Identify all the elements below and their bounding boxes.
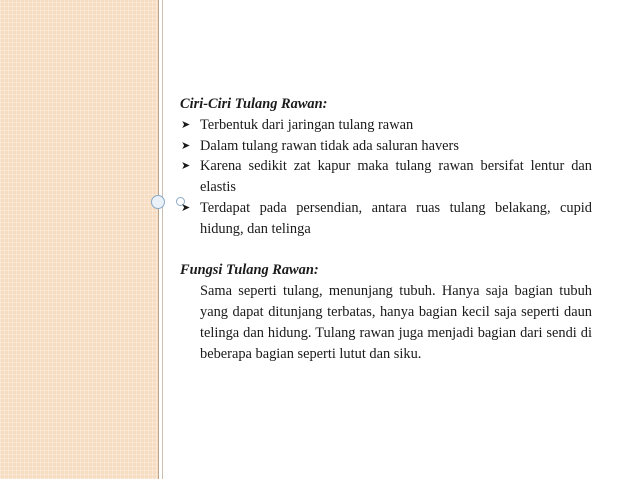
list-item-text: Terbentuk dari jaringan tulang rawan	[200, 116, 414, 133]
section-title-function: Fungsi Tulang Rawan:	[180, 262, 319, 279]
list-item	[180, 115, 592, 136]
section-spacer	[180, 240, 592, 261]
list-item-text: Dalam tulang rawan tidak ada saluran havers	[200, 137, 459, 154]
slide-content	[180, 94, 592, 364]
list-item-text: Terdapat pada persendian, antara ruas tulang belakang, cupid hidung, dan telinga	[200, 199, 592, 237]
decorative-side-panel	[0, 0, 158, 479]
panel-divider	[158, 0, 159, 479]
arrowhead-bullet-icon: ➤	[181, 160, 191, 173]
list-item	[180, 198, 592, 240]
arrowhead-bullet-icon: ➤	[181, 139, 191, 152]
section-title-characteristics: Ciri-Ciri Tulang Rawan:	[180, 96, 328, 112]
list-item	[180, 136, 592, 157]
function-paragraph: Sama seperti tulang, menunjang tubuh. Hanya saja bagian tubuh yang dapat ditunjang terbatas, hanya bagian kecil saja seperti daun telinga dan hidung. Tulang rawan juga menjadi bagian dari sendi di beberapa bagian seperti lutut dan siku.	[200, 283, 592, 362]
panel-divider-secondary	[162, 0, 163, 479]
list-item	[180, 156, 592, 198]
decorative-circle-large-icon	[151, 195, 165, 209]
characteristics-list	[180, 115, 592, 240]
list-item-text: Karena sedikit zat kapur maka tulang rawan bersifat lentur dan elastis	[200, 158, 592, 196]
arrowhead-bullet-icon: ➤	[181, 118, 191, 131]
arrowhead-bullet-icon: ➤	[181, 201, 191, 214]
